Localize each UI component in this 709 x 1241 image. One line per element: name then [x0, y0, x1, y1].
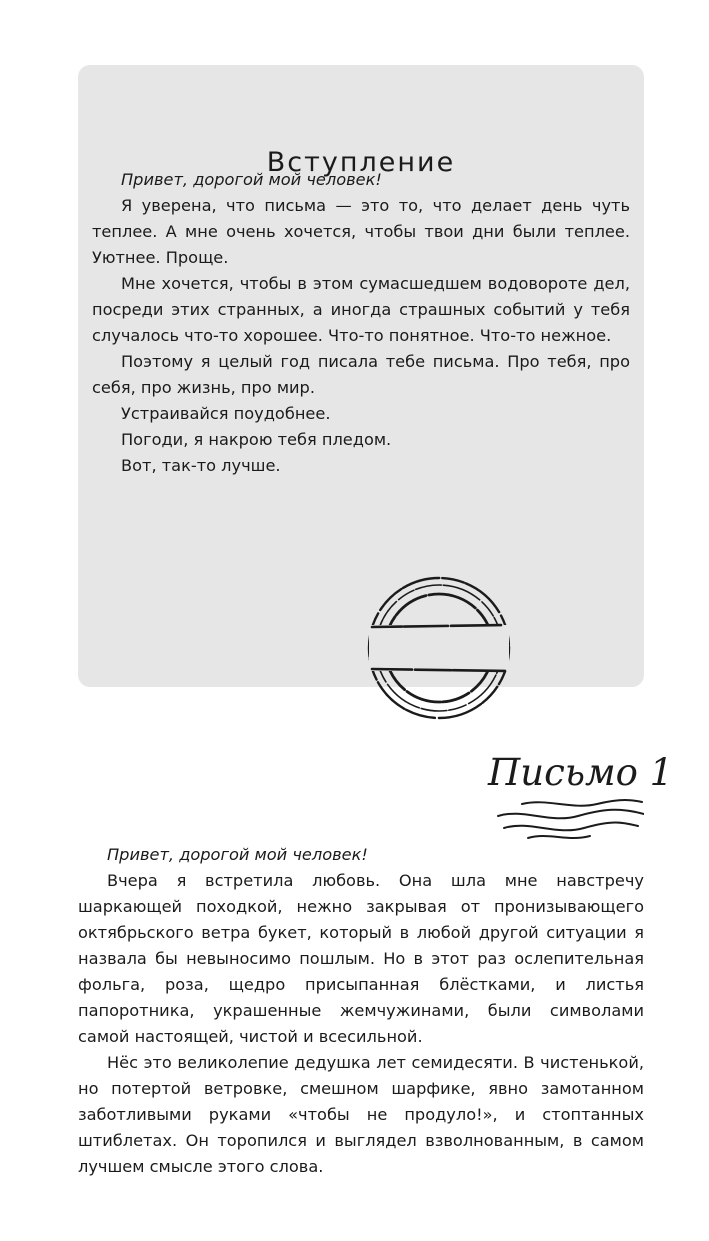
intro-paragraph: Устраивайся поудобнее. — [121, 404, 331, 423]
letter-paragraph: Вчера я встретила любовь. Она шла мне навстречу шаркающей походкой, нежно закрывая от пронизывающего октябрьского ветра букет, который в любой другой ситуации я назвала бы невыносимо пошлым. Но в этот раз ослепительная фольга, роза, щедро присыпанная блёстками, и листья папоротника, украшенные жемчужинами, были символами самой настоящей, чистой и всесильной. — [78, 871, 644, 1046]
intro-paragraph: Поэтому я целый год писала тебе письма. Про тебя, про себя, про жизнь, про мир. — [92, 352, 630, 397]
intro-paragraph: Я уверена, что письма — это то, что делает день чуть теплее. А мне очень хочется, чтобы твои дни были теплее. Уютнее. Проще. — [92, 196, 630, 267]
intro-title: Вступление — [266, 147, 456, 178]
postmark-stamp-icon — [364, 573, 514, 723]
intro-paragraph: Погоди, я накрою тебя пледом. — [121, 430, 392, 449]
wavy-postmark-lines-icon — [492, 796, 644, 840]
letter-heading: Письмо 1 — [488, 751, 674, 794]
letter-paragraph: Нёс это великолепие дедушка лет семидесяти. В чистенькой, но потертой ветровке, смешном шарфике, явно замотанном заботливыми руками «чтобы не продуло!», и стоптанных штиблетах. Он торопился и выглядел взволнованным, в самом лучшем смысле этого слова. — [78, 1053, 644, 1176]
letter-text — [78, 842, 644, 1180]
letter-greeting: Привет, дорогой мой человек! — [107, 845, 368, 864]
intro-paragraph: Мне хочется, чтобы в этом сумасшедшем водовороте дел, посреди этих странных, а иногда страшных событий у тебя случалось что-то хорошее. Что-то понятное. Что-то нежное. — [92, 274, 630, 345]
intro-text — [92, 167, 630, 479]
intro-paragraph: Вот, так-то лучше. — [121, 456, 281, 475]
intro-greeting: Привет, дорогой мой человек! — [121, 170, 382, 189]
